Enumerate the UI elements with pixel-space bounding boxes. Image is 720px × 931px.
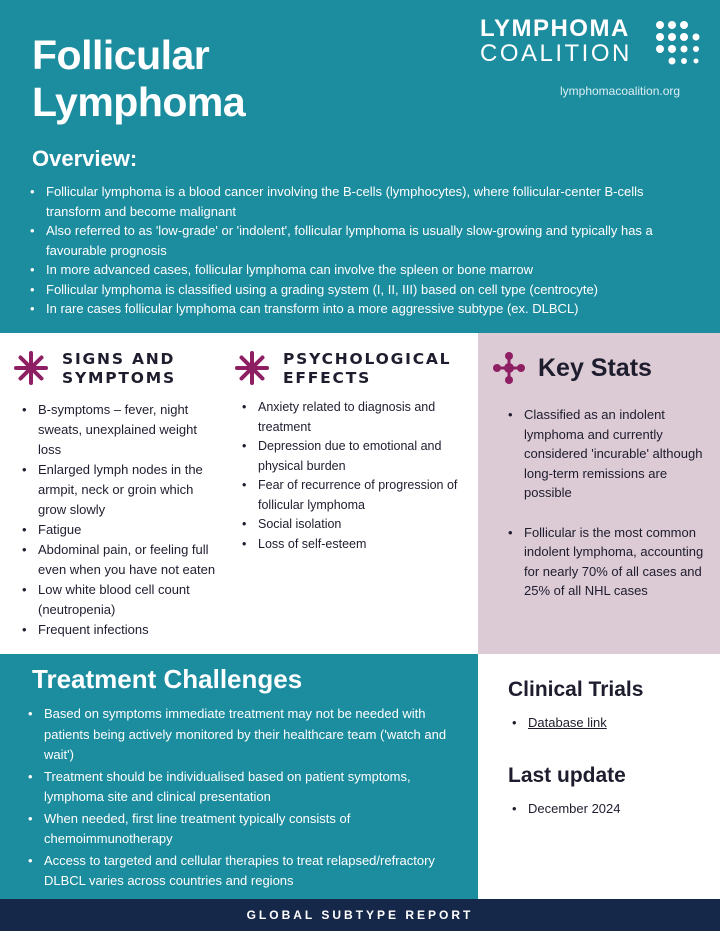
lymphoma-coalition-logo[interactable]: [480, 16, 705, 76]
list-item: • Low white blood cell count (neutropenia): [22, 580, 222, 620]
list-item: • Also referred to as 'low-grade' or 'indolent', follicular lymphoma is usually slow-growing and typically has a favourable prognosis: [30, 221, 700, 260]
list-item: • Abdominal pain, or feeling full even when you have not eaten: [22, 540, 222, 580]
treatment-heading: Treatment Challenges: [32, 664, 303, 694]
psych-heading-line2: EFFECTS: [283, 369, 372, 387]
signs-heading-line1: SIGNS AND: [62, 350, 176, 368]
logo-line1: LYMPHOMA: [480, 15, 630, 42]
list-item: • Loss of self-esteem: [242, 535, 462, 555]
list-item: • Depression due to emotional and physical burden: [242, 437, 462, 476]
page-title: [32, 32, 245, 126]
list-item: • Follicular is the most common indolent lymphoma, accounting for nearly 70% of all cases and 25% of all NHL cases: [508, 523, 704, 601]
list-item: • Classified as an indolent lymphoma and currently considered 'incurable' although long-term remissions are possible: [508, 405, 704, 503]
list-item: • Anxiety related to diagnosis and treatment: [242, 398, 462, 437]
list-item: • Access to targeted and cellular therapies to treat relapsed/refractory DLBCL varies across countries and regions: [28, 851, 468, 892]
header-banner: [0, 0, 720, 333]
last-update-date: • December 2024: [512, 801, 702, 816]
list-item: • Treatment should be individualised based on patient symptoms, lymphoma site and clinical presentation: [28, 767, 468, 808]
psych-heading-line1: PSYCHOLOGICAL: [283, 350, 452, 368]
asterisk-icon: [12, 349, 50, 387]
key-stats-panel: [478, 333, 720, 654]
overview-heading: Overview:: [32, 146, 138, 171]
signs-heading: [62, 350, 176, 388]
database-link[interactable]: Database link: [528, 715, 607, 730]
dots-logo-icon: [652, 19, 702, 67]
logo-wordmark: [480, 16, 632, 66]
website-url[interactable]: lymphomacoalition.org: [560, 84, 681, 98]
footer-bar: [0, 899, 720, 931]
list-item: • Fatigue: [22, 520, 222, 540]
psych-list: [242, 398, 462, 554]
clinical-trials-heading: Clinical Trials: [508, 678, 644, 701]
signs-list: [22, 400, 222, 640]
psych-heading: [283, 350, 451, 388]
overview-list: [30, 182, 700, 319]
list-item: • Social isolation: [242, 515, 462, 535]
treatment-challenges-panel: [0, 654, 478, 899]
page-title-line2: Lymphoma: [32, 79, 246, 125]
key-stats-heading: Key Stats: [538, 354, 652, 382]
signs-heading-line2: SYMPTOMS: [62, 369, 176, 387]
list-item: • Frequent infections: [22, 620, 222, 640]
page-title-line1: Follicular: [32, 32, 210, 78]
list-item: [512, 715, 702, 730]
list-item: • Follicular lymphoma is a blood cancer involving the B-cells (lymphocytes), where follicular-center B-cells transform and become malignant: [30, 182, 700, 221]
list-item: • In more advanced cases, follicular lymphoma can involve the spleen or bone marrow: [30, 260, 700, 280]
list-item: • Based on symptoms immediate treatment may not be needed with patients being actively monitored by their healthcare team ('watch and wait'): [28, 704, 468, 766]
list-item: • Follicular lymphoma is classified using a grading system (I, II, III) based on cell type (centrocyte): [30, 280, 700, 300]
logo-line2: COALITION: [480, 40, 632, 67]
clinical-trials-list: [512, 715, 702, 730]
list-item: • When needed, first line treatment typically consists of chemoimmunotherapy: [28, 809, 468, 850]
asterisk-icon: [233, 349, 271, 387]
last-update-heading: Last update: [508, 764, 626, 787]
treatment-list: [28, 704, 468, 893]
network-nodes-icon: [492, 351, 526, 385]
key-stats-list: [508, 405, 704, 621]
list-item: • B-symptoms – fever, night sweats, unexplained weight loss: [22, 400, 222, 460]
list-item: • Fear of recurrence of progression of follicular lymphoma: [242, 476, 462, 515]
list-item: • In rare cases follicular lymphoma can transform into a more aggressive subtype (ex. DLBCL): [30, 299, 700, 319]
list-item: • Enlarged lymph nodes in the armpit, neck or groin which grow slowly: [22, 460, 222, 520]
last-update-list: [512, 801, 702, 816]
footer-label: GLOBAL SUBTYPE REPORT: [246, 908, 474, 922]
